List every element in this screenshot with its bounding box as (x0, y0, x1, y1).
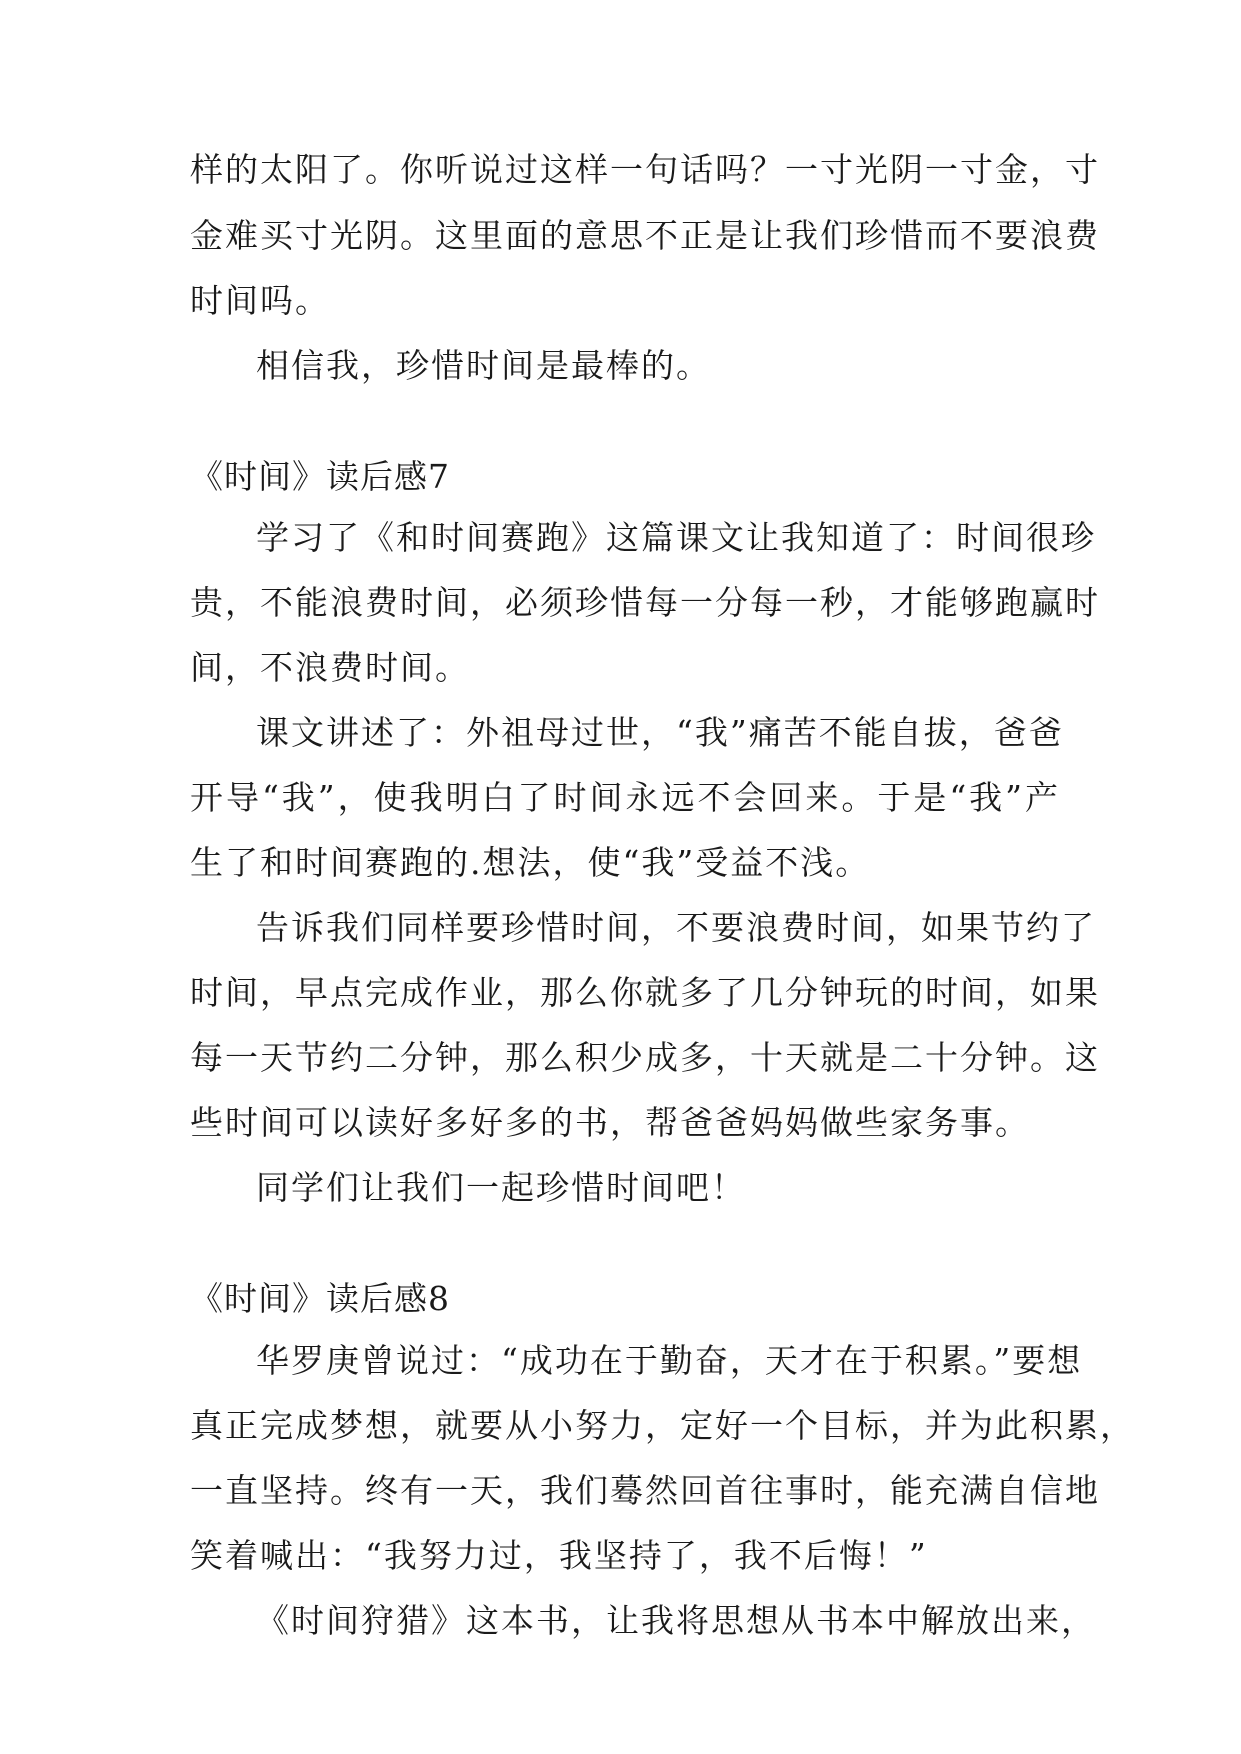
paragraph-line: 《时间狩猎》这本书，让我将思想从书本中解放出来， (256, 1601, 1096, 1640)
paragraph-line: 华罗庚曾说过：“成功在于勤奋，天才在于积累。”要想 (256, 1341, 1083, 1380)
paragraph-line: 间，不浪费时间。 (190, 648, 470, 687)
paragraph-line: 时间，早点完成作业，那么你就多了几分钟玩的时间，如果 (190, 973, 1100, 1012)
paragraph-line: 金难买寸光阴。这里面的意思不正是让我们珍惜而不要浪费 (190, 216, 1100, 255)
paragraph-line: 课文讲述了：外祖母过世，“我”痛苦不能自拔，爸爸 (256, 713, 1064, 752)
paragraph-line: 生了和时间赛跑的.想法，使“我”受益不浅。 (190, 843, 871, 882)
section-heading: 《时间》读后感7 (190, 457, 450, 496)
paragraph-line: 时间吗。 (190, 281, 330, 320)
paragraph-line: 每一天节约二分钟，那么积少成多，十天就是二十分钟。这 (190, 1038, 1100, 1077)
paragraph-line: 真正完成梦想，就要从小努力，定好一个目标，并为此积累， (190, 1406, 1135, 1445)
paragraph-line: 同学们让我们一起珍惜时间吧！ (256, 1168, 746, 1207)
paragraph-line: 告诉我们同样要珍惜时间，不要浪费时间，如果节约了 (256, 908, 1096, 947)
paragraph-line: 一直坚持。终有一天，我们蓦然回首往事时，能充满自信地 (190, 1471, 1100, 1510)
paragraph-line: 样的太阳了。你听说过这样一句话吗？一寸光阴一寸金，寸 (190, 150, 1100, 189)
paragraph-line: 学习了《和时间赛跑》这篇课文让我知道了：时间很珍 (256, 518, 1096, 557)
paragraph-line: 开导“我”，使我明白了时间永远不会回来。于是“我”产 (190, 778, 1060, 817)
paragraph-line: 些时间可以读好多好多的书，帮爸爸妈妈做些家务事。 (190, 1103, 1030, 1142)
section-heading: 《时间》读后感8 (190, 1279, 450, 1318)
paragraph-line: 相信我，珍惜时间是最棒的。 (256, 346, 711, 385)
paragraph-line: 笑着喊出：“我努力过，我坚持了，我不后悔！” (190, 1536, 928, 1575)
paragraph-line: 贵，不能浪费时间，必须珍惜每一分每一秒，才能够跑赢时 (190, 583, 1100, 622)
